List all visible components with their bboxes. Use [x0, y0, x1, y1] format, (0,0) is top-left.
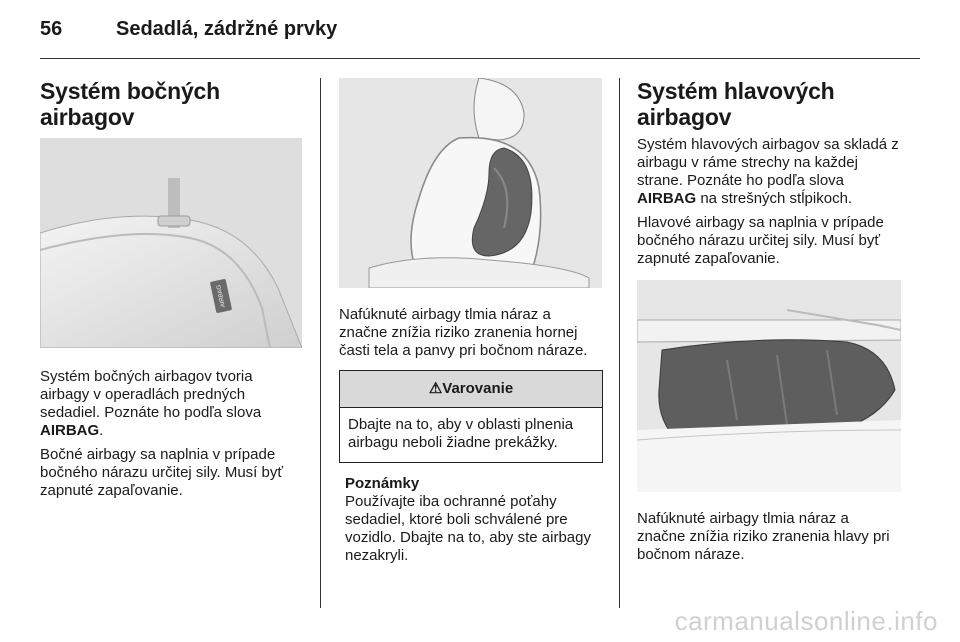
- figure-seat-with-airbag: [339, 78, 602, 288]
- warning-triangle-icon: ⚠: [428, 380, 443, 397]
- column-side-airbags: [40, 78, 302, 500]
- warning-title: Varovanie: [442, 380, 514, 397]
- note-title: Poznámky: [345, 475, 420, 492]
- side-airbag-caption: Nafúknuté airbagy tlmia náraz a značne znížia riziko zranenia hornej časti tela a panvy pri bočnom náraze.: [339, 306, 588, 359]
- head-airbag-deployment: Hlavové airbagy sa naplnia v prípade bočného nárazu určitej sily. Musí byť zapnuté zapaľovanie.: [637, 214, 884, 267]
- page-number: 56: [40, 18, 63, 40]
- head-airbag-caption: Nafúknuté airbagy tlmia náraz a značne znížia riziko zranenia hlavy pri bočnom náraze.: [637, 510, 890, 563]
- warning-text: Dbajte na to, aby v oblasti plnenia airbagu neboli žiadne prekážky.: [348, 416, 574, 451]
- page-header: [40, 18, 920, 48]
- note-block: [339, 475, 602, 565]
- figure-roof-airbag: [637, 280, 901, 492]
- chapter-title: Sedadlá, zádržné prvky: [116, 18, 338, 40]
- column-divider-1: [320, 78, 321, 608]
- side-airbag-description: Systém bočných airbagov tvoria airbagy v operadlách predných sedadiel. Poznáte ho podľa slova AIRBAG.: [40, 368, 262, 439]
- svg-text:AIRBAG: AIRBAG: [216, 284, 227, 308]
- seat-airbag-illustration: [339, 78, 602, 288]
- section-heading-side-airbags: Systém bočných airbagov: [40, 78, 220, 130]
- section-heading-head-airbags: Systém hlavových airbagov: [637, 78, 835, 130]
- note-text: Používajte iba ochranné poťahy sedadiel, ktoré boli schválené pre vozidlo. Dbajte na to, aby ste airbagy nezakryli.: [345, 493, 591, 564]
- header-rule: [40, 58, 920, 59]
- warning-box: [339, 370, 603, 463]
- watermark: carmanualsonline.info: [674, 606, 938, 636]
- side-airbag-deployment: Bočné airbagy sa naplnia v prípade bočného nárazu určitej sily. Musí byť zapnuté zapaľovanie.: [40, 446, 283, 499]
- head-airbag-description: Systém hlavových airbagov sa skladá z airbagu v ráme strechy na každej strane. Poznáte ho podľa slova AIRBAG na strešných stĺpikoch.: [637, 136, 899, 207]
- column-divider-2: [619, 78, 620, 608]
- column-head-airbags: [637, 78, 901, 564]
- seat-backrest-illustration: [40, 138, 302, 348]
- warning-header: [340, 371, 602, 408]
- figure-seat-backrest: [40, 138, 302, 348]
- column-side-airbag-figure: [339, 78, 602, 565]
- roof-airbag-illustration: [637, 280, 901, 492]
